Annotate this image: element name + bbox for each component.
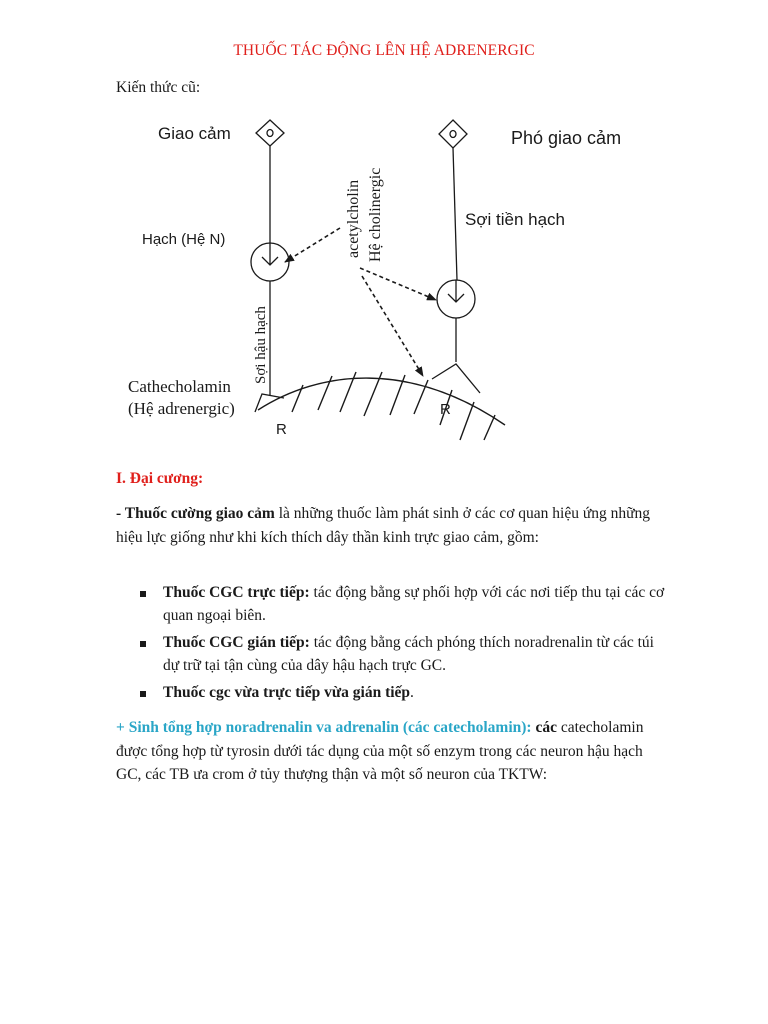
label-soi-hau-hach: Sợi hậu hạch xyxy=(253,306,269,384)
nervous-system-diagram xyxy=(0,0,768,460)
label-hach: Hạch (Hệ N) xyxy=(142,231,226,248)
synthesis-paragraph xyxy=(116,716,661,787)
parasympathetic-cell-body xyxy=(439,120,467,148)
document-title: THUỐC TÁC ĐỘNG LÊN HỆ ADRENERGIC xyxy=(233,42,535,59)
parasympathetic-neuron xyxy=(432,120,480,393)
section-heading: I. Đại cương: xyxy=(116,470,204,487)
synthesis-text: catecholamin được tổng hợp từ tyrosin dưới tác dụng của một số enzym trong các neuron hậu hạch GC, các TB ưa crom ở tủy thượng thận và một số neuron của TKTW: xyxy=(116,719,644,783)
bullet-square-icon xyxy=(140,641,146,647)
list-item-text: tác động bằng cách phóng thích noradrenalin từ các túi dự trữ tại tận cùng của dây hậu hạch trực GC. xyxy=(163,634,654,674)
list-item-term: Thuốc cgc vừa trực tiếp vừa gián tiếp xyxy=(163,684,411,701)
list-item xyxy=(140,582,665,627)
definition-paragraph xyxy=(116,502,661,549)
parasympathetic-terminal xyxy=(432,364,480,393)
effector-organ xyxy=(258,372,505,440)
label-cathecholamin: Cathecholamin xyxy=(128,377,231,396)
label-receptor-left: R xyxy=(276,421,287,438)
intro-label: Kiến thức cũ: xyxy=(116,79,201,96)
label-he-cholinergic: Hệ cholinergic xyxy=(367,167,384,262)
list-item-term: Thuốc CGC gián tiếp: xyxy=(163,634,310,651)
label-pho-giao-cam: Phó giao cảm xyxy=(511,128,622,148)
synthesis-heading: + Sinh tổng hợp noradrenalin va adrenalin (các catecholamin): xyxy=(116,719,532,736)
synthesis-bold: các xyxy=(531,719,557,736)
list-item xyxy=(140,682,665,705)
label-receptor-right: R xyxy=(440,401,451,418)
parasympathetic-nucleus xyxy=(450,131,456,138)
list-item-text: tác động bằng sự phối hợp với các nơi tiếp thu tại các cơ quan ngoại biên. xyxy=(163,584,665,624)
sympathetic-nucleus xyxy=(267,130,273,137)
label-he-adrenergic: (Hệ adrenergic) xyxy=(128,399,235,418)
list-item xyxy=(140,632,665,677)
drug-type-list xyxy=(140,582,665,710)
definition-text: là những thuốc làm phát sinh ở các cơ quan hiệu ứng những hiệu lực giống như khi kích thích dây thần kinh trực giao cảm, gồm: xyxy=(116,505,651,546)
list-item-text: . xyxy=(410,684,414,701)
label-giao-cam: Giao cảm xyxy=(158,124,231,143)
bullet-square-icon xyxy=(140,691,146,697)
sympathetic-cell-body xyxy=(256,120,284,146)
bullet-square-icon xyxy=(140,591,146,597)
label-soi-tien-hach: Sợi tiền hạch xyxy=(465,210,565,229)
label-acetylcholin: acetylcholin xyxy=(345,179,362,258)
definition-term: - Thuốc cường giao cảm xyxy=(116,505,275,522)
list-item-term: Thuốc CGC trực tiếp: xyxy=(163,584,310,601)
